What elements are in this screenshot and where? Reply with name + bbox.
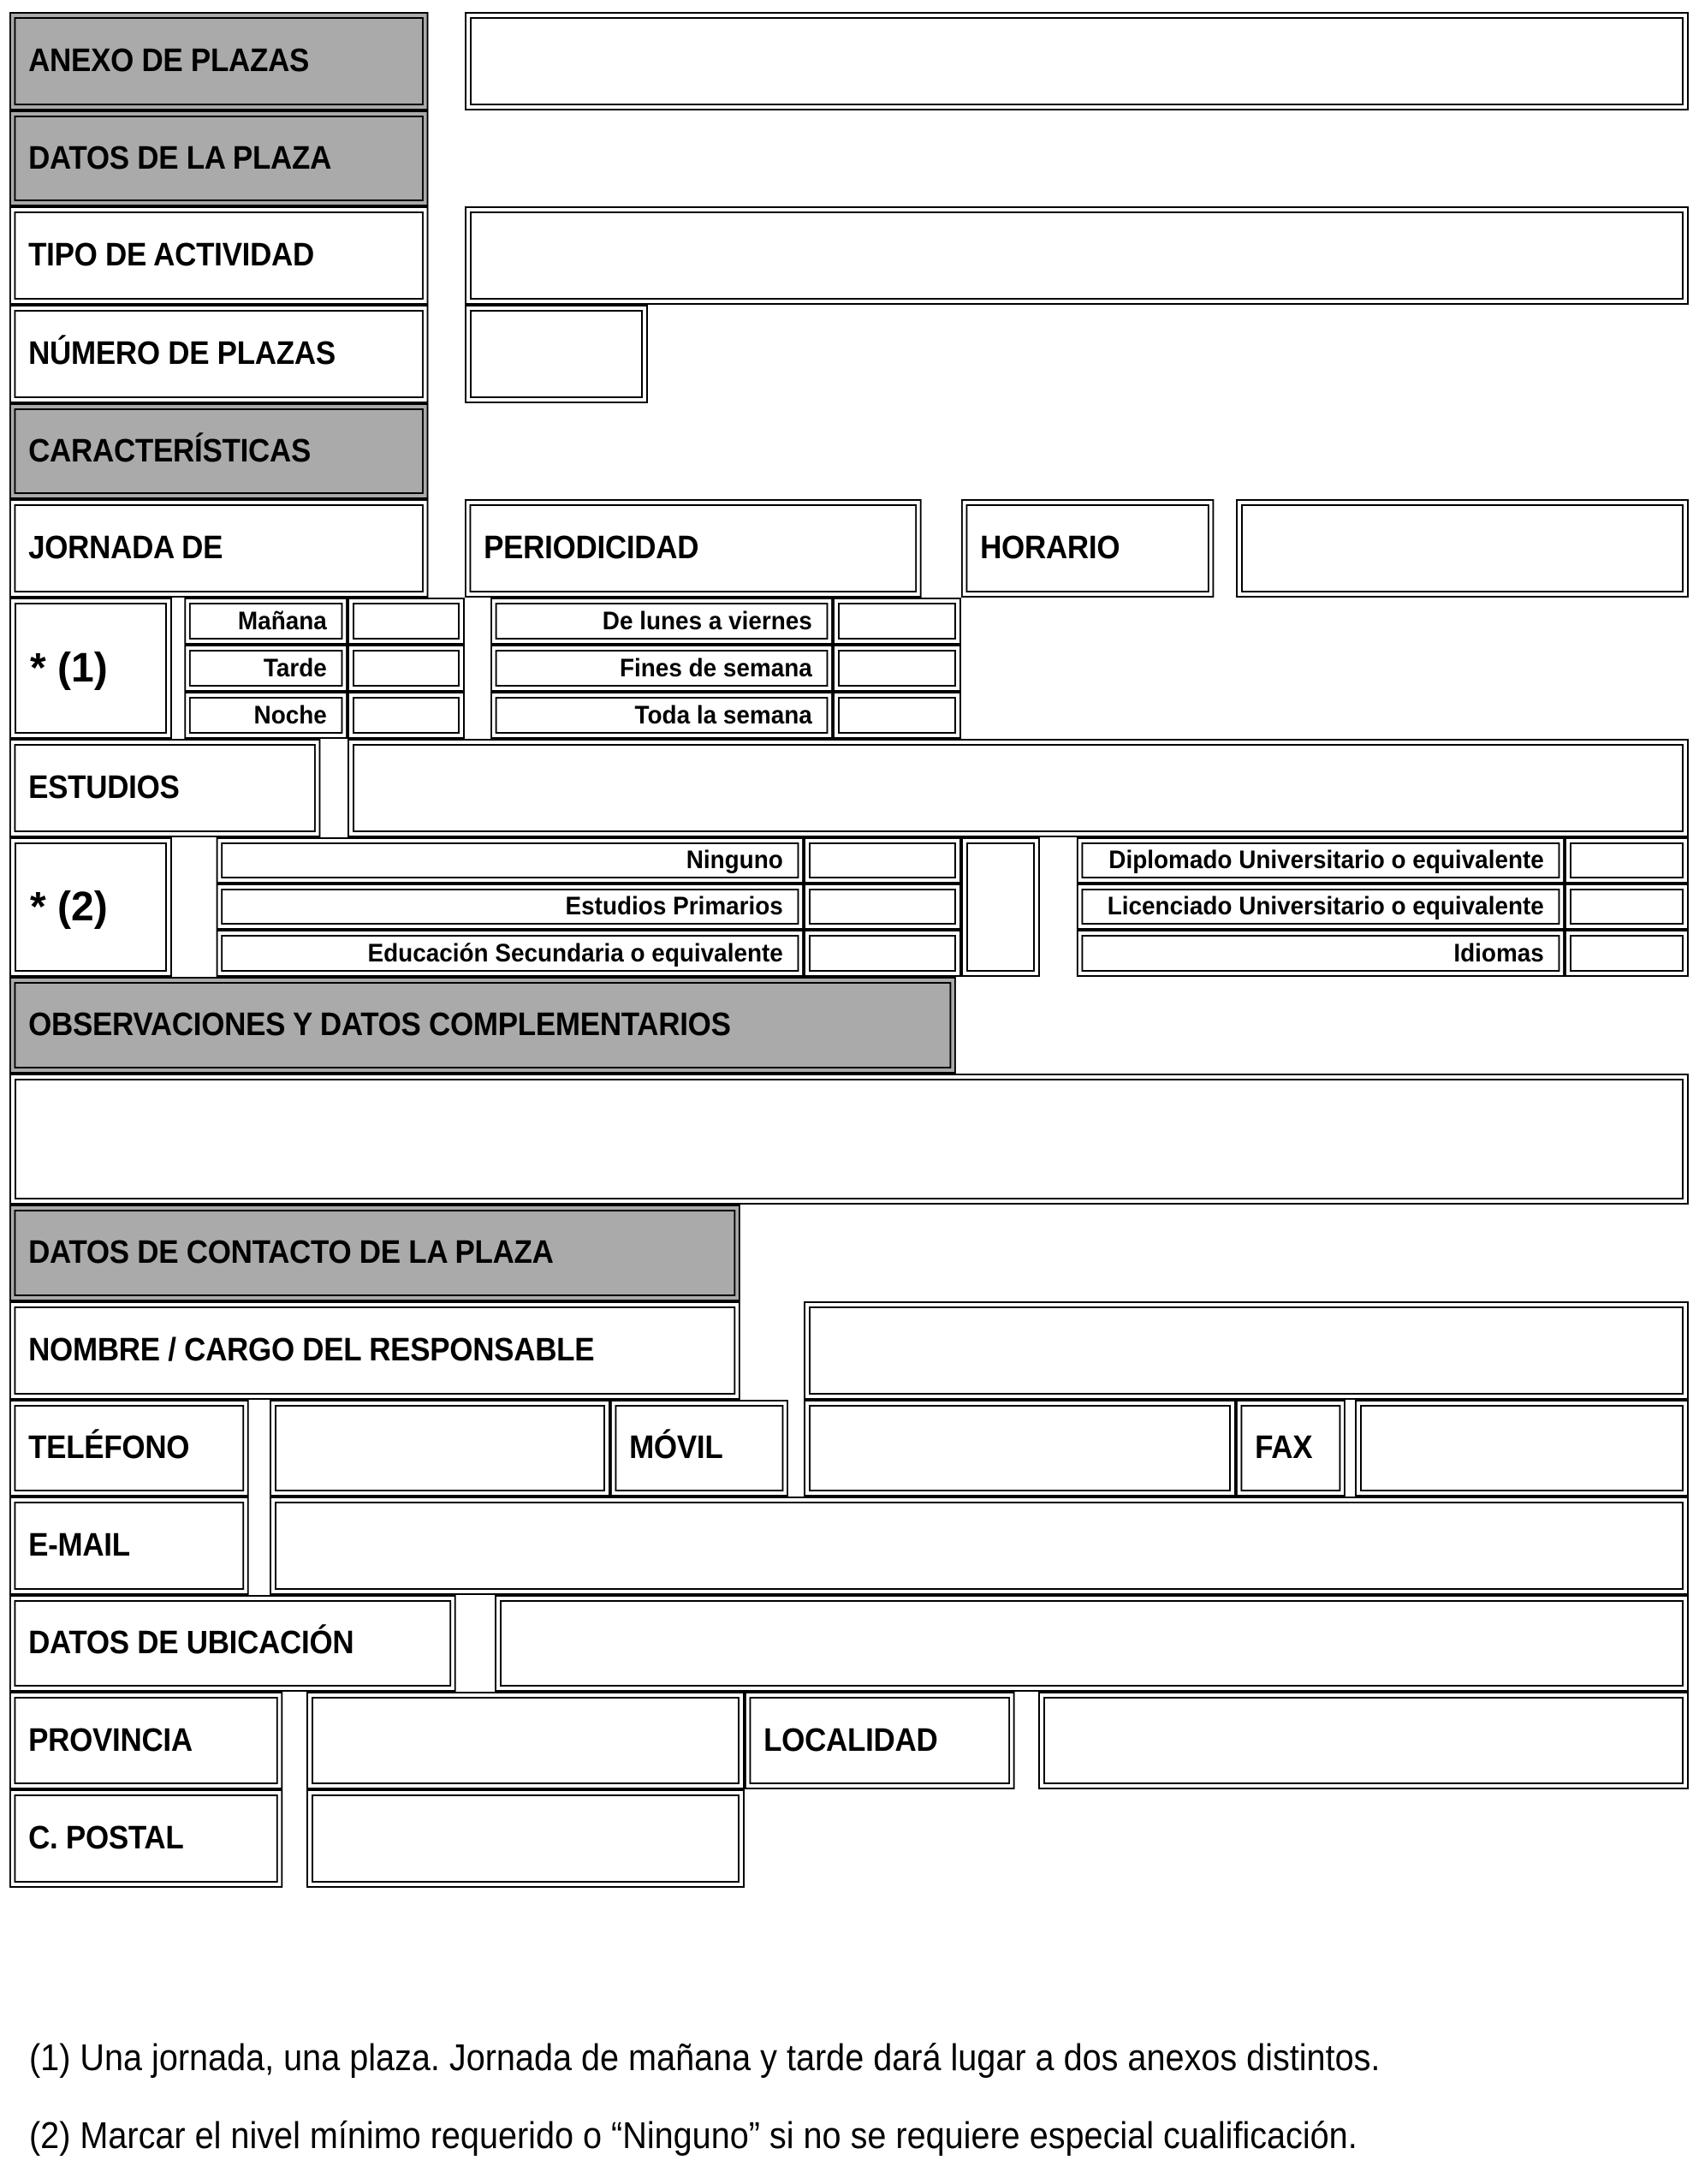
numero-de-plazas-label: NÚMERO DE PLAZAS [9, 305, 428, 403]
estudios-primarios-checkbox[interactable] [804, 884, 961, 930]
section-caracteristicas: CARACTERÍSTICAS [9, 403, 428, 499]
footnote-mark-1: * (1) [9, 598, 172, 739]
estudios-option-idiomas: Idiomas [1077, 930, 1565, 977]
datos-ubicacion-field[interactable] [495, 1595, 1689, 1692]
c-postal-label: C. POSTAL [9, 1789, 282, 1888]
telefono-label: TELÉFONO [9, 1400, 249, 1497]
section-datos-de-contacto: DATOS DE CONTACTO DE LA PLAZA [9, 1205, 740, 1301]
horario-label: HORARIO [961, 499, 1214, 598]
estudios-option-secundaria: Educación Secundaria o equivalente [217, 930, 804, 977]
estudios-option-primarios: Estudios Primarios [217, 884, 804, 930]
movil-field[interactable] [804, 1400, 1236, 1497]
periodicidad-option-lunes-viernes: De lunes a viernes [490, 598, 833, 645]
jornada-option-manana: Mañana [184, 598, 348, 645]
localidad-label: LOCALIDAD [745, 1692, 1015, 1789]
fax-field[interactable] [1355, 1400, 1689, 1497]
jornada-option-noche: Noche [184, 692, 348, 739]
estudios-licenciado-checkbox[interactable] [1565, 884, 1689, 930]
provincia-label: PROVINCIA [9, 1692, 282, 1789]
estudios-ninguno-checkbox[interactable] [804, 837, 961, 884]
numero-de-plazas-field[interactable] [465, 305, 648, 403]
horario-field[interactable] [1236, 499, 1689, 598]
fax-label: FAX [1236, 1400, 1346, 1497]
estudios-option-licenciado: Licenciado Universitario o equivalente [1077, 884, 1565, 930]
jornada-noche-checkbox[interactable] [348, 692, 465, 739]
jornada-de-label: JORNADA DE [9, 499, 428, 598]
periodicidad-label: PERIODICIDAD [465, 499, 922, 598]
estudios-option-ninguno: Ninguno [217, 837, 804, 884]
movil-label: MÓVIL [610, 1400, 788, 1497]
observaciones-field[interactable] [9, 1074, 1689, 1205]
estudios-option-diplomado: Diplomado Universitario o equivalente [1077, 837, 1565, 884]
tipo-de-actividad-field[interactable] [465, 206, 1689, 305]
datos-ubicacion-label: DATOS DE UBICACIÓN [9, 1595, 456, 1692]
estudios-diplomado-checkbox[interactable] [1565, 837, 1689, 884]
email-field[interactable] [270, 1497, 1689, 1595]
tipo-de-actividad-label: TIPO DE ACTIVIDAD [9, 206, 428, 305]
estudios-idiomas-checkbox[interactable] [1565, 930, 1689, 977]
estudios-secundaria-checkbox[interactable] [804, 930, 961, 977]
footnote-1: (1) Una jornada, una plaza. Jornada de mañana y tarde dará lugar a dos anexos distintos. [29, 2037, 1381, 2079]
estudios-label: ESTUDIOS [9, 739, 320, 837]
email-label: E-MAIL [9, 1497, 249, 1595]
localidad-field[interactable] [1038, 1692, 1689, 1789]
jornada-tarde-checkbox[interactable] [348, 645, 465, 692]
periodicidad-lunes-viernes-checkbox[interactable] [833, 598, 961, 645]
estudios-field[interactable] [348, 739, 1689, 837]
nombre-cargo-field[interactable] [804, 1301, 1689, 1400]
c-postal-field[interactable] [306, 1789, 745, 1888]
section-observaciones: OBSERVACIONES Y DATOS COMPLEMENTARIOS [9, 977, 956, 1074]
provincia-field[interactable] [306, 1692, 745, 1789]
footnote-2: (2) Marcar el nivel mínimo requerido o “Ninguno” si no se requiere especial cualificación. [29, 2115, 1357, 2157]
periodicidad-option-fines-semana: Fines de semana [490, 645, 833, 692]
footnote-mark-2: * (2) [9, 837, 172, 977]
jornada-manana-checkbox[interactable] [348, 598, 465, 645]
section-anexo-de-plazas: ANEXO DE PLAZAS [9, 12, 428, 110]
nombre-cargo-label: NOMBRE / CARGO DEL RESPONSABLE [9, 1301, 740, 1400]
periodicidad-option-toda-semana: Toda la semana [490, 692, 833, 739]
jornada-option-tarde: Tarde [184, 645, 348, 692]
periodicidad-fines-semana-checkbox[interactable] [833, 645, 961, 692]
estudios-separator-cell [961, 837, 1040, 977]
telefono-field[interactable] [270, 1400, 610, 1497]
periodicidad-toda-semana-checkbox[interactable] [833, 692, 961, 739]
anexo-de-plazas-field[interactable] [465, 12, 1689, 110]
section-datos-de-la-plaza: DATOS DE LA PLAZA [9, 110, 428, 206]
